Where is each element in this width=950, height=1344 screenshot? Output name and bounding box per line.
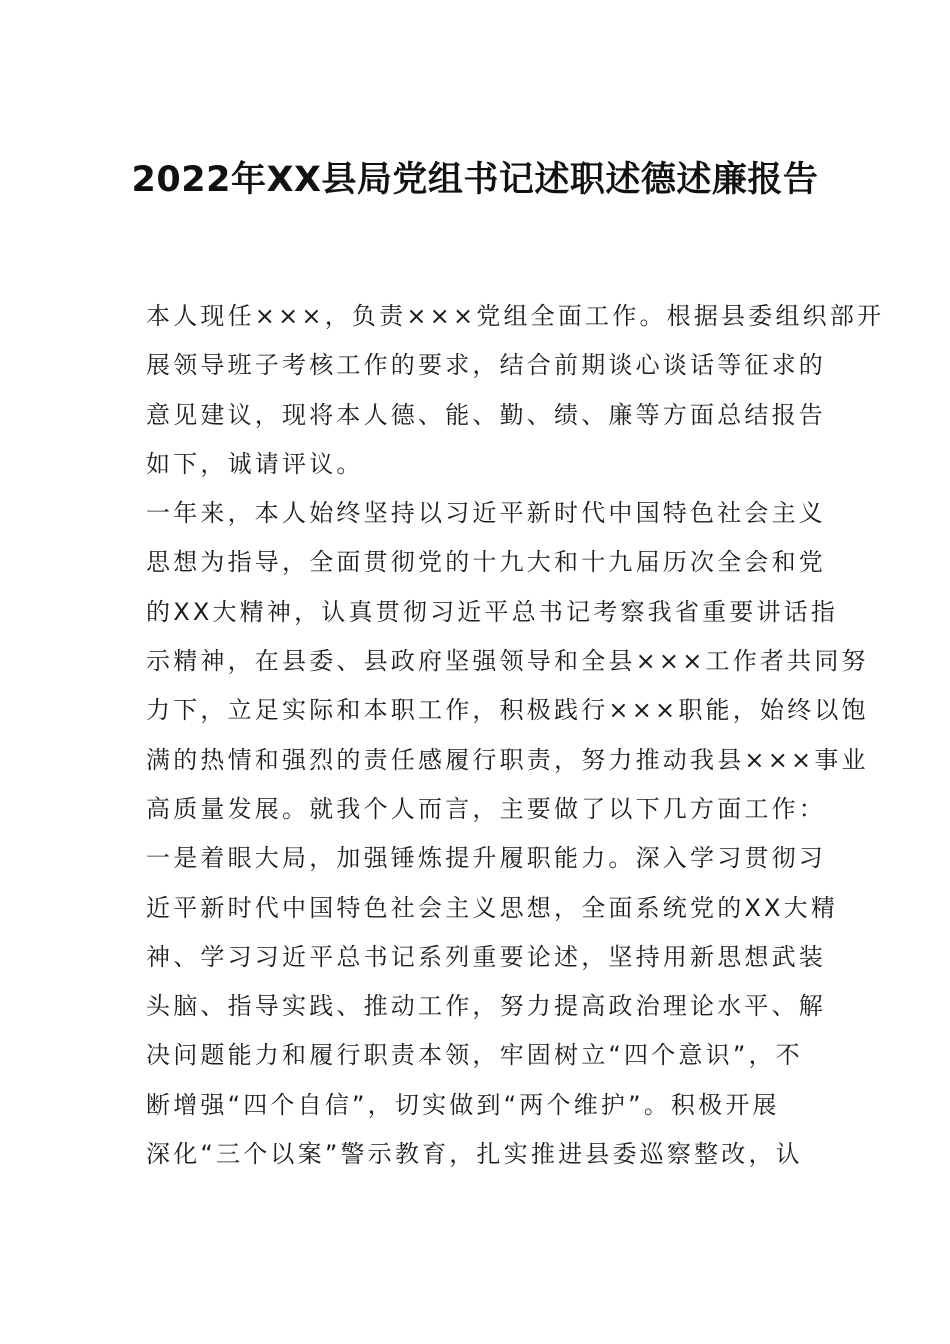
text-line: 意见建议，现将本人德、能、勤、绩、廉等方面总结报告 bbox=[146, 400, 826, 429]
text-line: 头脑、指导实践、推动工作，努力提高政治理论水平、解 bbox=[146, 992, 826, 1021]
text-line: 深化“三个以案”警示教育，扎实推进县委巡察整改，认 bbox=[146, 1140, 803, 1169]
text-line: 满的热情和强烈的责任感履行职责，努力推动我县×××事业 bbox=[146, 745, 869, 774]
text-line: 的XX大精神，认真贯彻习近平总书记考察我省重要讲话指 bbox=[146, 597, 839, 626]
text-line: 本人现任×××，负责×××党组全面工作。根据县委组织部开 bbox=[146, 302, 885, 330]
text-line: 高质量发展。就我个人而言，主要做了以下几方面工作： bbox=[146, 794, 826, 823]
text-line: 决问题能力和履行职责本领，牢固树立“四个意识”，不 bbox=[146, 1041, 803, 1070]
text-line: 示精神，在县委、县政府坚强领导和全县×××工作者共同努 bbox=[146, 647, 869, 676]
text-line: 力下，立足实际和本职工作，积极践行×××职能，始终以饱 bbox=[146, 696, 869, 725]
text-line: 神、学习习近平总书记系列重要论述，坚持用新思想武装 bbox=[146, 942, 826, 971]
text-line: 思想为指导，全面贯彻党的十九大和十九届历次全会和党 bbox=[146, 548, 826, 577]
text-line: 近平新时代中国特色社会主义思想，全面系统党的XX大精 bbox=[146, 893, 839, 922]
paragraph-intro bbox=[146, 292, 885, 489]
paragraph-overview bbox=[146, 489, 869, 834]
text-line: 如下，诚请评议。 bbox=[146, 449, 364, 478]
text-line: 展领导班子考核工作的要求，结合前期谈心谈话等征求的 bbox=[146, 351, 826, 380]
text-line: 断增强“四个自信”，切实做到“两个维护”。积极开展 bbox=[146, 1090, 780, 1119]
paragraph-point-one bbox=[146, 834, 839, 1179]
document-body bbox=[146, 292, 885, 1179]
document-title: 2022年XX县局党组书记述职述德述廉报告 bbox=[131, 160, 819, 200]
text-line: 一是着眼大局，加强锤炼提升履职能力。深入学习贯彻习 bbox=[146, 844, 826, 873]
text-line: 一年来，本人始终坚持以习近平新时代中国特色社会主义 bbox=[146, 499, 826, 528]
